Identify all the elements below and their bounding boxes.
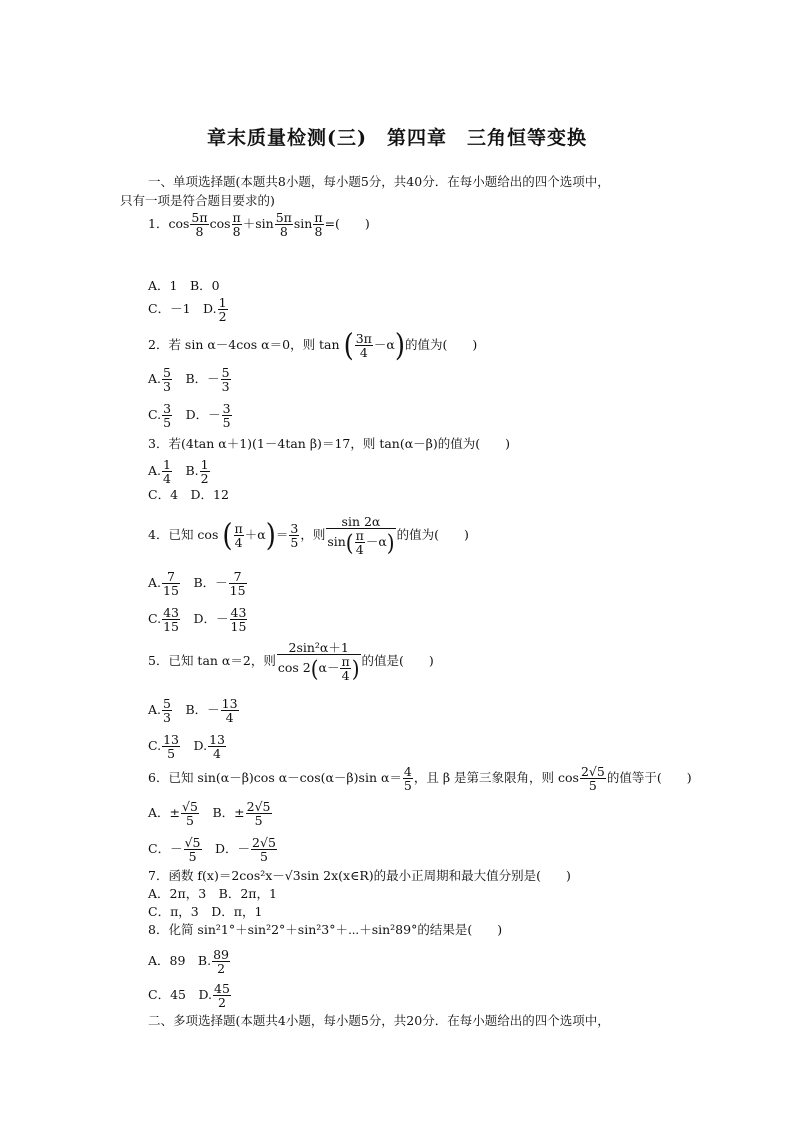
question-2-options-cd: C. $\frac{3}{5}$ D．－ $\frac{3}{5}$ [148, 401, 231, 431]
question-4-options-cd: C. $\frac{43}{15}$ D．－ $\frac{43}{15}$ [148, 605, 247, 635]
section1-heading: 一、单项选择题(本题共8小题，每小题5分，共40分．在每小题给出的四个选项中， [148, 174, 610, 189]
question-3: 3．若(4tan α＋1)(1－4tan β)＝17，则 tan(α－β)的值为( ) [148, 436, 511, 451]
question-5-options-ab: A. $\frac{5}{3}$ B．－ $\frac{13}{4}$ [148, 696, 238, 726]
question-2: 2．若 sin α－4cos α＝0，则 tan ( $\frac{3\pi}{4}$ －α)的值为( ) [148, 327, 478, 364]
question-3-options-ab: A. $\frac{1}{4}$ B. $\frac{1}{2}$ [148, 457, 209, 487]
page-title: 章末质量检测(三) 第四章 三角恒等变换 [207, 127, 587, 149]
section1-heading-cont: 只有一项是符合题目要求的) [120, 193, 275, 208]
question-7-options-ab: A．2π，3 B．2π，1 [148, 886, 277, 901]
question-4: 4．已知 cos ( $\frac{\pi}{4}$ ＋α)＝ $\frac{3}{5}$ ，则 sin 2α sin( $\frac{\pi}{4}$ －α) 的值为( ) [148, 514, 469, 558]
section2-heading: 二、多项选择题(本题共4小题，每小题5分，共20分．在每小题给出的四个选项中， [148, 1013, 610, 1028]
question-8-options-cd: C．45 D. $\frac{45}{2}$ [148, 981, 230, 1011]
question-1-options-ab: A．1 B．0 [148, 278, 220, 293]
question-7-options-cd: C．π，3 D．π，1 [148, 904, 263, 919]
question-3-options-cd: C．4 D．12 [148, 487, 229, 502]
question-1: 1．cos $\frac{5\pi}{8}$ cos $\frac{\pi}{8}$ ＋sin $\frac{5\pi}{8}$ sin $\frac{\pi}{8}$ =( ) [148, 210, 370, 240]
question-1-options-cd: C．－1 D. $\frac{1}{2}$ [148, 295, 227, 325]
question-4-options-ab: A. $\frac{7}{15}$ B．－ $\frac{7}{15}$ [148, 569, 246, 599]
question-7: 7．函数 f(x)＝2cos²x－√3sin 2x(x∈R)的最小正周期和最大值分别是( ) [148, 868, 571, 883]
question-2-options-ab: A. $\frac{5}{3}$ B．－ $\frac{5}{3}$ [148, 365, 230, 395]
question-6: 6．已知 sin(α－β)cos α－cos(α－β)sin α＝ $\frac{4}{5}$ ，且 β 是第三象限角，则 cos $\frac{2√5}{5}$ 的值等于( ) [148, 764, 692, 794]
question-8-options-ab: A．89 B. $\frac{89}{2}$ [148, 947, 229, 977]
question-5: 5．已知 tan α＝2，则 2sin²α＋1 cos 2(α－ $\frac{\pi}{4}$ ) 的值是( ) [148, 640, 434, 684]
question-8: 8．化简 sin²1°＋sin²2°＋sin²3°＋⋯＋sin²89°的结果是( ) [148, 922, 503, 937]
question-6-options-ab: A．± $\frac{√5}{5}$ B．± $\frac{2√5}{5}$ [148, 799, 271, 829]
question-5-options-cd: C. $\frac{13}{5}$ D. $\frac{13}{4}$ [148, 732, 225, 762]
question-6-options-cd: C．－ $\frac{√5}{5}$ D．－ $\frac{2√5}{5}$ [148, 835, 276, 865]
